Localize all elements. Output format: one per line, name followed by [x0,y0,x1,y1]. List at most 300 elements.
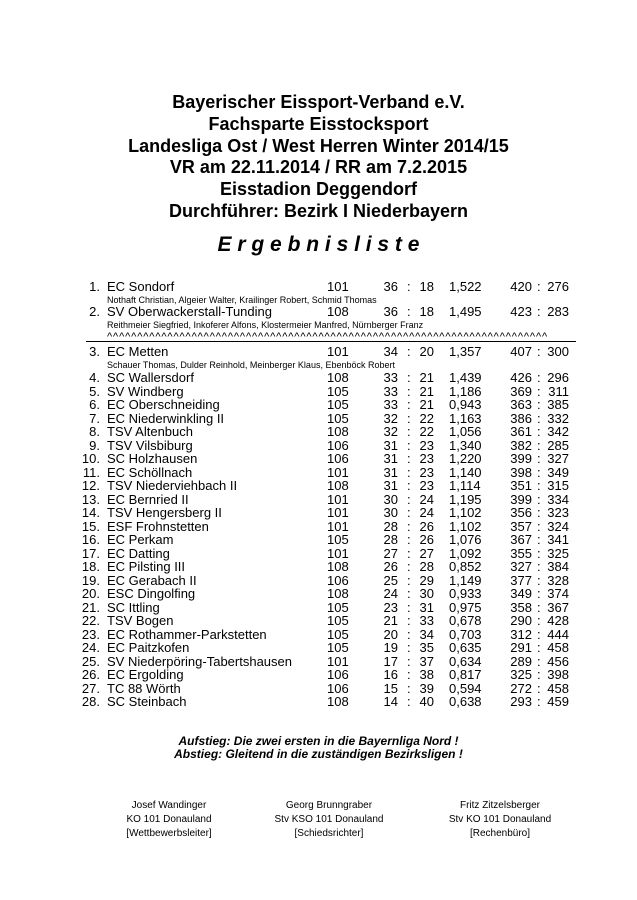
rank-cell: 11. [82,464,100,480]
standings-row-line [0,628,637,642]
match-points-separator: : [407,626,411,642]
team-name: EC Pilsting III [107,559,186,574]
match-points-won: 36 [383,304,398,319]
standings-row [0,560,637,574]
standings-row-line [0,466,637,480]
standings-row [0,655,637,669]
stock-points-separator: : [537,694,541,709]
match-points-separator: : [407,613,411,628]
match-points-lost: 39 [419,680,434,696]
club-number: 108 [327,559,349,574]
rank-cell: 18. [81,559,100,574]
stock-points-for: 351 [510,478,532,493]
match-points-separator: : [407,491,411,507]
stock-quotient: 1,340 [449,437,482,453]
stock-quotient: 1,149 [449,572,482,588]
match-points-separator: : [407,279,411,294]
match-points-lost: 23 [419,437,434,453]
standings-row [0,479,637,493]
club-number: 101 [327,464,349,480]
rank-cell: 5. [89,383,100,399]
separator-line [86,341,576,342]
footer-notes [0,735,637,761]
match-points-lost: 24 [419,491,434,507]
stock-points-against: 300 [547,344,569,359]
stock-points-separator: : [537,680,541,696]
match-points-won: 31 [383,464,398,480]
team-members: Nothaft Christian, Algeier Walter, Krailinger Robert, Schmid Thomas [107,294,377,305]
match-points-separator: : [407,545,411,561]
team-name: EC Rothammer-Parkstetten [107,626,267,642]
stock-points-against: 385 [547,397,569,412]
stock-points-against: 349 [547,464,569,480]
team-name: SC Holzhausen [107,451,198,466]
signatory-office: Stv KSO 101 Donauland [274,814,384,825]
stock-quotient: 1,092 [449,545,482,561]
match-points-separator: : [407,437,411,453]
rank-cell: 16. [81,532,100,547]
standings-row [0,412,637,426]
signatory-role: [Schiedsrichter] [294,828,364,839]
club-number: 105 [327,532,349,547]
standings-row [0,425,637,439]
match-points-lost: 30 [419,586,434,601]
team-name: TSV Vilsbiburg [107,437,193,453]
relegation-note: Abstieg: Gleitend in die zuständigen Bezirksligen ! [174,747,463,761]
stock-points-separator: : [537,451,541,466]
standings-table [0,281,637,709]
stock-points-against: 332 [547,410,569,426]
match-points-lost: 23 [419,478,434,493]
stock-points-separator: : [537,397,541,412]
standings-row [0,466,637,480]
match-points-won: 31 [383,478,398,493]
club-number: 105 [327,640,349,655]
match-points-won: 32 [383,424,398,439]
rank-cell: 27. [81,680,100,696]
standings-row-line [0,614,637,628]
match-points-lost: 31 [419,599,434,615]
rank-cell: 1. [89,279,100,294]
stock-points-for: 327 [510,559,532,574]
stock-points-against: 384 [547,559,569,574]
match-points-separator: : [407,694,411,709]
header-dates: VR am 22.11.2014 / RR am 7.2.2015 [169,157,468,178]
rank-cell: 20. [81,586,100,601]
stock-points-against: 374 [547,586,569,601]
signatory-name: Josef Wandinger [131,800,207,811]
stock-points-for: 407 [510,344,532,359]
match-points-won: 20 [383,626,398,642]
stock-quotient: 0,975 [449,599,482,615]
standings-row [0,371,637,385]
standings-row-line [0,439,637,453]
standings-row-line [0,398,637,412]
club-number: 108 [327,424,349,439]
match-points-won: 16 [383,667,398,682]
stock-quotient: 1,357 [449,344,482,359]
standings-row [0,506,637,520]
stock-points-separator: : [537,383,541,399]
team-name: EC Gerabach II [107,572,197,588]
team-name: SV Niederpöring-Tabertshausen [107,653,292,669]
standings-row-line [0,452,637,466]
stock-quotient: 1,056 [449,424,482,439]
stock-points-for: 312 [510,626,532,642]
stock-points-for: 386 [510,410,532,426]
standings-row [0,614,637,628]
match-points-won: 28 [383,532,398,547]
stock-points-for: 399 [510,451,532,466]
club-number: 101 [327,653,349,669]
stock-points-for: 272 [510,680,532,696]
standings-row [0,668,637,682]
stock-points-for: 289 [510,653,532,669]
rank-cell: 19. [81,572,100,588]
standings-row-line [0,493,637,507]
stock-points-separator: : [537,344,541,359]
match-points-won: 19 [383,640,398,655]
stock-points-for: 358 [510,599,532,615]
stock-points-against: 341 [547,532,569,547]
team-name: TC 88 Wörth [107,680,181,696]
club-number: 101 [327,518,349,534]
club-number: 105 [327,397,349,412]
standings-row [0,682,637,696]
stock-points-separator: : [537,545,541,561]
standings-row-line [0,601,637,615]
team-name: TSV Bogen [107,613,174,628]
team-name: EC Datting [107,545,170,561]
stock-points-against: 444 [547,626,569,642]
stock-quotient: 1,114 [449,478,481,493]
match-points-separator: : [407,397,411,412]
stock-quotient: 0,634 [449,653,482,669]
stock-quotient: 1,076 [449,532,482,547]
stock-quotient: 0,817 [449,667,482,682]
stock-points-against: 456 [547,653,569,669]
rank-cell: 17. [81,545,100,561]
stock-points-against: 283 [547,304,569,319]
stock-points-separator: : [537,653,541,669]
stock-quotient: 1,102 [449,505,482,520]
match-points-lost: 21 [419,383,434,399]
match-points-separator: : [407,344,411,359]
match-points-lost: 21 [419,397,434,412]
team-name: EC Ergolding [107,667,184,682]
standings-row [0,398,637,412]
match-points-lost: 23 [419,451,434,466]
header-venue: Eisstadion Deggendorf [219,179,417,200]
match-points-lost: 23 [419,464,434,480]
standings-row [0,452,637,466]
match-points-lost: 33 [419,613,434,628]
standings-row-line [0,385,637,399]
stock-points-against: 296 [547,370,569,385]
team-name: TSV Altenbuch [107,424,193,439]
match-points-separator: : [407,304,411,319]
match-points-separator: : [407,532,411,547]
standings-row-line [0,587,637,601]
rank-cell: 8. [89,424,100,439]
match-points-won: 32 [383,410,398,426]
standings-row-line [0,412,637,426]
stock-points-for: 398 [510,464,532,480]
stock-quotient: 1,186 [449,383,482,399]
stock-points-separator: : [537,559,541,574]
match-points-separator: : [407,667,411,682]
rank-cell: 28. [81,694,100,709]
header-organizer: Durchführer: Bezirk I Niederbayern [168,200,469,221]
signatory-name: Fritz Zitzelsberger [459,800,540,811]
stock-quotient: 1,140 [449,464,482,480]
team-name: EC Sondorf [107,279,175,294]
stock-points-for: 361 [510,424,532,439]
team-members: Reithmeier Siegfried, Inkoferer Alfons, Klostermeier Manfred, Nürnberger Franz [107,319,424,330]
standings-row-line [0,574,637,588]
rank-cell: 14. [81,505,100,520]
stock-points-against: 458 [547,640,569,655]
match-points-won: 14 [383,694,398,709]
standings-row [0,306,637,331]
team-name: SC Steinbach [107,694,187,709]
stock-points-against: 459 [547,694,569,709]
standings-row-line [0,281,637,294]
match-points-separator: : [407,599,411,615]
match-points-lost: 18 [419,304,434,319]
stock-points-separator: : [537,424,541,439]
standings-row-line [0,668,637,682]
match-points-separator: : [407,410,411,426]
stock-quotient: 0,943 [449,397,482,412]
match-points-lost: 37 [419,653,434,669]
stock-points-for: 325 [510,667,532,682]
standings-row [0,547,637,561]
standings-row-line [0,306,637,319]
rank-cell: 10. [81,451,100,466]
standings-row [0,695,637,709]
stock-points-separator: : [537,640,541,655]
rank-cell: 2. [89,304,100,319]
stock-points-against: 327 [547,451,569,466]
standings-row [0,439,637,453]
stock-points-separator: : [537,667,541,682]
match-points-lost: 20 [419,344,434,359]
stock-points-separator: : [537,532,541,547]
stock-points-separator: : [537,279,541,294]
team-name: TSV Hengersberg II [107,505,222,520]
standings-row-line [0,425,637,439]
stock-points-against: 311 [548,383,569,399]
match-points-won: 28 [383,518,398,534]
rank-cell: 13. [81,491,100,507]
match-points-won: 17 [383,653,398,669]
club-number: 101 [327,545,349,561]
standings-row [0,533,637,547]
signature-block [415,799,585,841]
match-points-won: 15 [383,680,398,696]
stock-points-separator: : [537,518,541,534]
match-points-lost: 29 [419,572,434,588]
stock-quotient: 0,678 [449,613,482,628]
club-number: 105 [327,626,349,642]
stock-points-for: 290 [510,613,532,628]
stock-points-separator: : [537,464,541,480]
match-points-lost: 22 [419,410,434,426]
standings-row [0,587,637,601]
match-points-separator: : [407,518,411,534]
stock-points-against: 458 [547,680,569,696]
match-points-lost: 26 [419,532,434,547]
rank-cell: 7. [89,410,100,426]
stock-points-for: 399 [510,491,532,507]
match-points-lost: 40 [419,694,434,709]
rank-cell: 15. [81,518,100,534]
match-points-separator: : [407,653,411,669]
stock-points-separator: : [537,410,541,426]
rank-cell: 9. [89,437,100,453]
standings-row-line [0,371,637,385]
stock-points-against: 398 [547,667,569,682]
stock-points-against: 315 [547,478,569,493]
stock-quotient: 1,102 [449,518,482,534]
stock-quotient: 0,594 [449,680,482,696]
match-points-separator: : [407,424,411,439]
signatory-role: [Rechenbüro] [469,828,531,839]
stock-quotient: 0,635 [449,640,482,655]
match-points-separator: : [407,451,411,466]
club-number: 106 [327,572,349,588]
club-number: 106 [327,680,349,696]
rank-cell: 6. [89,397,100,412]
stock-quotient: 1,439 [449,370,482,385]
stock-points-separator: : [537,491,541,507]
stock-points-separator: : [537,586,541,601]
club-number: 105 [327,599,349,615]
stock-points-against: 328 [547,572,569,588]
standings-row-line [0,560,637,574]
signatory-name: Georg Brunngraber [285,800,373,811]
match-points-lost: 18 [419,279,434,294]
club-number: 101 [327,505,349,520]
match-points-won: 31 [383,451,398,466]
stock-points-against: 342 [547,424,569,439]
stock-points-separator: : [537,505,541,520]
rank-cell: 23. [81,626,100,642]
stock-points-separator: : [537,304,541,319]
club-number: 106 [327,667,349,682]
club-number: 108 [327,370,349,385]
stock-points-for: 423 [510,304,532,319]
team-name: EC Paitzkofen [107,640,190,655]
standings-row-line [0,547,637,561]
stock-points-separator: : [537,572,541,588]
match-points-won: 30 [383,505,398,520]
stock-points-against: 428 [547,613,569,628]
standings-row-line [0,682,637,696]
standings-row [0,601,637,615]
club-number: 105 [327,613,349,628]
match-points-lost: 26 [419,518,434,534]
header-division: Fachsparte Eisstocksport [208,113,429,134]
stock-points-for: 293 [510,694,532,709]
stock-points-separator: : [537,613,541,628]
match-points-separator: : [407,464,411,480]
match-points-won: 33 [383,397,398,412]
standings-row-line [0,479,637,493]
standings-row-line [0,520,637,534]
team-name: SV Oberwackerstall-Tunding [107,304,272,319]
match-points-won: 36 [383,279,398,294]
match-points-separator: : [407,370,411,385]
match-points-won: 26 [383,559,398,574]
rank-cell: 21. [81,599,100,615]
stock-quotient: 0,933 [449,586,482,601]
stock-points-for: 356 [510,505,532,520]
team-name: SV Windberg [107,383,184,399]
club-number: 108 [327,304,349,319]
divider-carets: ^^^^^^^^^^^^^^^^^^^^^^^^^^^^^^^^^^^^^^^^^^^^^^^^^^^^^^^^^^^^^^^^^^^^^^^^^ [107,331,549,343]
standings-row-line [0,506,637,520]
rank-cell: 24. [81,640,100,655]
signature-block [84,799,254,841]
club-number: 108 [327,586,349,601]
rank-cell: 12. [81,478,100,493]
stock-points-for: 377 [510,572,532,588]
match-points-won: 33 [383,383,398,399]
match-points-lost: 28 [419,559,434,574]
document-header [0,92,637,223]
stock-points-against: 367 [547,599,569,615]
match-points-separator: : [407,586,411,601]
match-points-won: 33 [383,370,398,385]
page-title: E r g e b n i s l i s t e [217,233,420,256]
stock-points-for: 291 [510,640,532,655]
match-points-separator: : [407,559,411,574]
match-points-separator: : [407,383,411,399]
club-number: 101 [327,279,349,294]
club-number: 106 [327,451,349,466]
match-points-lost: 27 [419,545,434,561]
stock-points-for: 369 [510,383,532,399]
standings-row-line [0,655,637,669]
rank-cell: 25. [81,653,100,669]
match-points-separator: : [407,572,411,588]
match-points-lost: 24 [419,505,434,520]
stock-points-for: 367 [510,532,532,547]
standings-row [0,641,637,655]
rank-cell: 4. [89,370,100,385]
stock-points-against: 285 [547,437,569,453]
team-name: EC Bernried II [107,491,189,507]
standings-row-line [0,346,637,359]
signatory-office: KO 101 Donauland [126,814,212,825]
match-points-separator: : [407,680,411,696]
stock-points-for: 349 [510,586,532,601]
match-points-separator: : [407,478,411,493]
stock-points-for: 382 [510,437,532,453]
rank-cell: 26. [81,667,100,682]
stock-points-for: 363 [510,397,532,412]
match-points-lost: 34 [419,626,434,642]
team-name: EC Niederwinkling II [107,410,225,426]
stock-points-against: 325 [547,545,569,561]
club-number: 101 [327,491,349,507]
header-league: Landesliga Ost / West Herren Winter 2014/15 [128,135,509,156]
promotion-note: Aufstieg: Die zwei ersten in die Bayernliga Nord ! [178,734,459,748]
match-points-won: 25 [383,572,398,588]
stock-points-for: 357 [510,518,532,534]
